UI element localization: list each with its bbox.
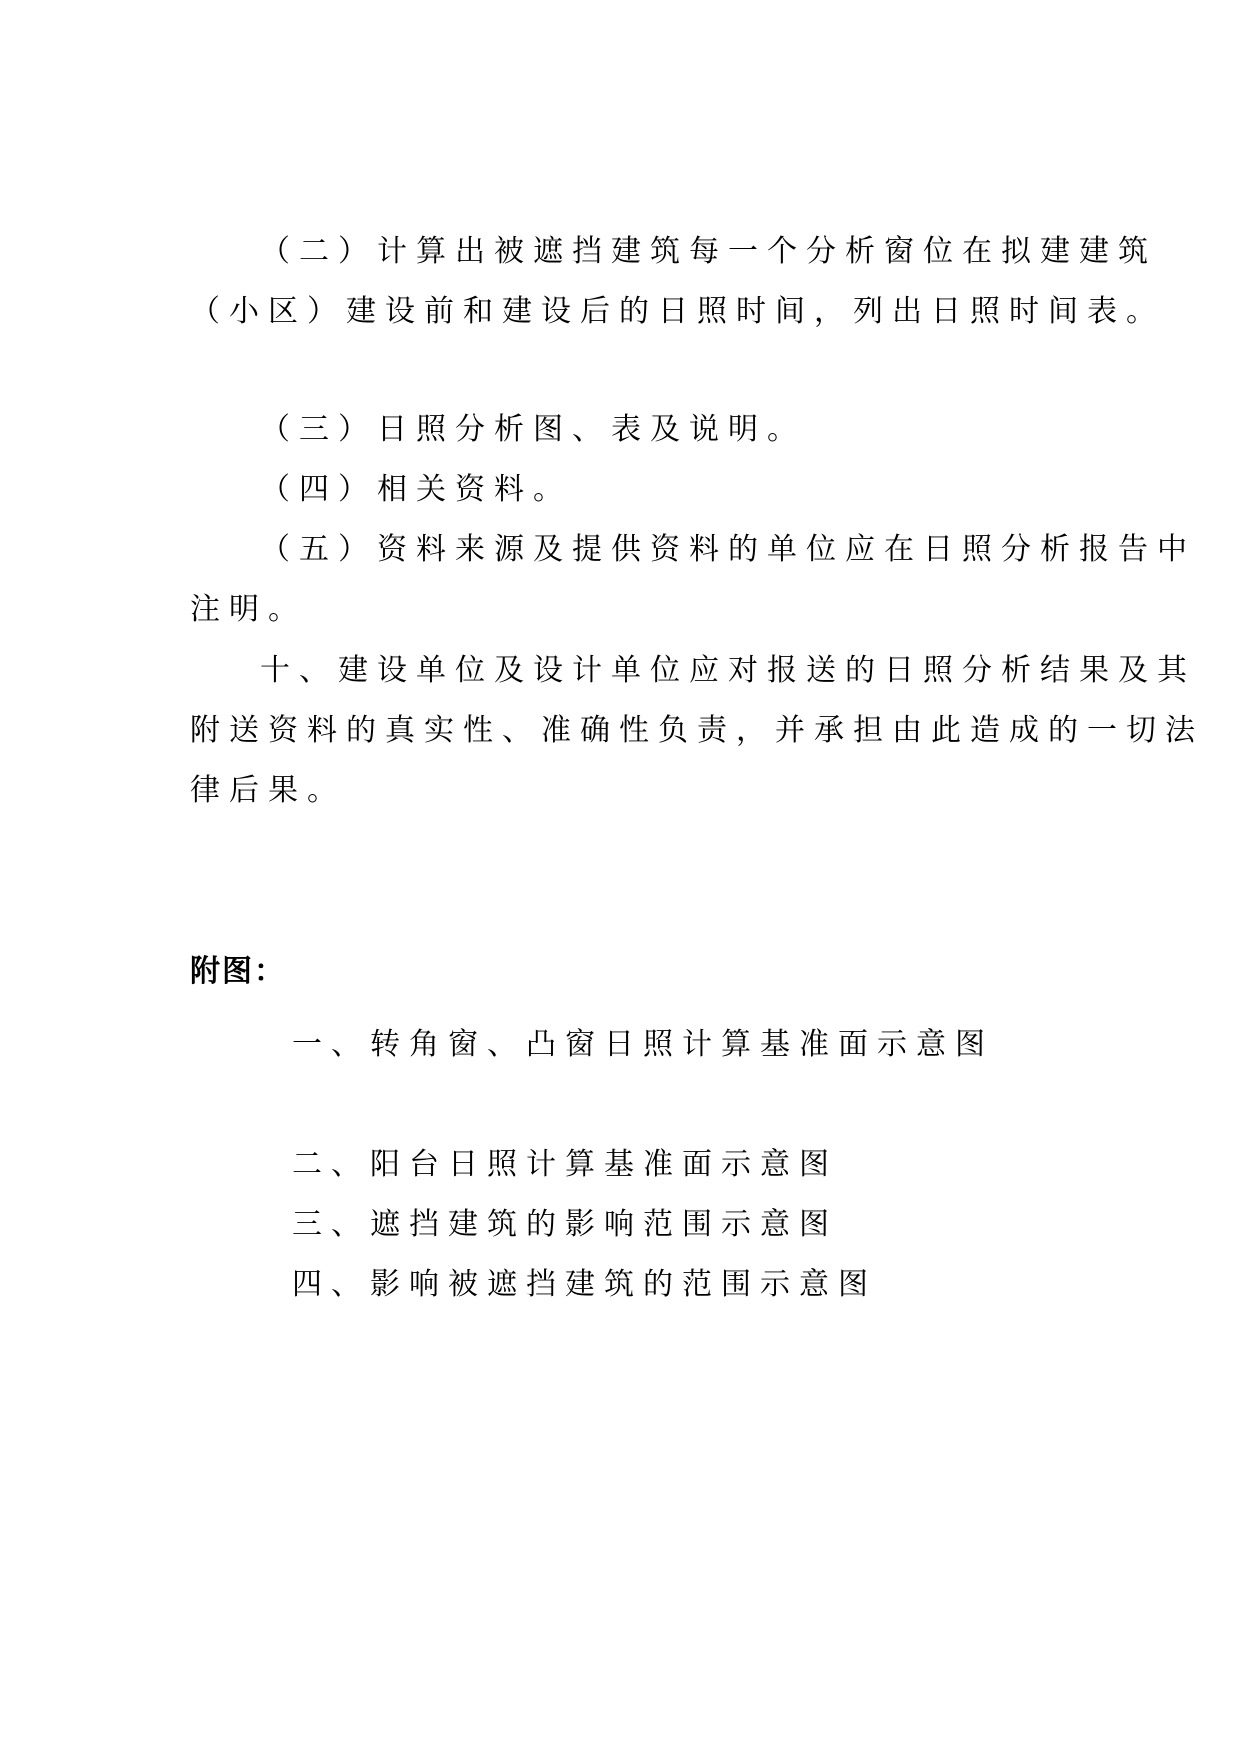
paragraph-3: （三）日照分析图、表及说明。 (260, 412, 806, 447)
appendix-item-3: 三、遮挡建筑的影响范围示意图 (292, 1207, 838, 1242)
appendix-heading: 附图： (190, 954, 286, 989)
appendix-item-1: 一、转角窗、凸窗日照计算基准面示意图 (292, 1027, 994, 1062)
paragraph-2-line-1: （二）计算出被遮挡建筑每一个分析窗位在拟建建筑 (260, 234, 1157, 269)
paragraph-10-line-2: 附送资料的真实性、准确性负责，并承担由此造成的一切法 (190, 713, 1204, 748)
paragraph-10-line-1: 十、建设单位及设计单位应对报送的日照分析结果及其 (260, 653, 1196, 688)
paragraph-5-line-1: （五）资料来源及提供资料的单位应在日照分析报告中 (260, 532, 1196, 567)
paragraph-5-line-2: 注明。 (190, 592, 307, 627)
paragraph-4: （四）相关资料。 (260, 472, 572, 507)
paragraph-10-line-3: 律后果。 (190, 773, 346, 808)
appendix-item-2: 二、阳台日照计算基准面示意图 (292, 1147, 838, 1182)
paragraph-2-line-2: （小区）建设前和建设后的日照时间，列出日照时间表。 (190, 294, 1165, 329)
appendix-item-4: 四、影响被遮挡建筑的范围示意图 (292, 1267, 877, 1302)
